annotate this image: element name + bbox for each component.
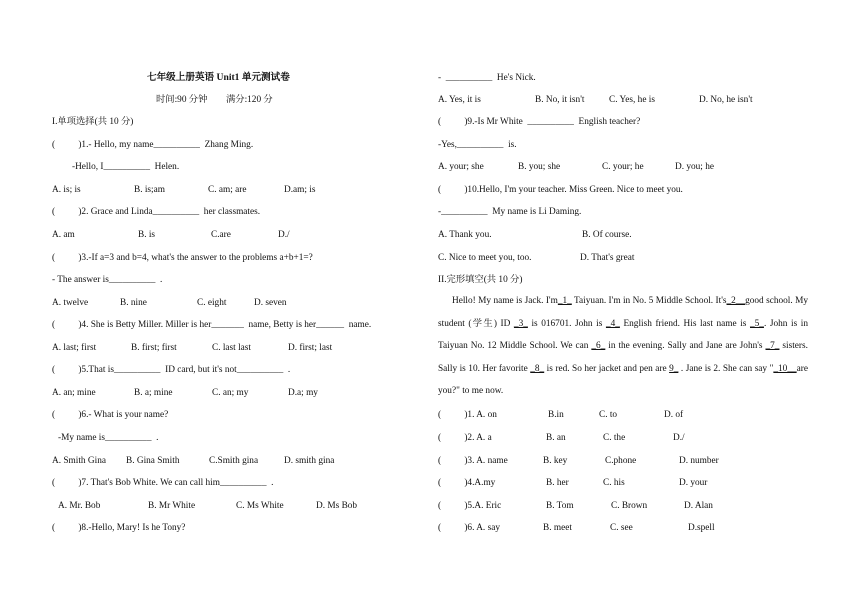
q1-option-b: B. is;am <box>134 185 165 195</box>
passage-text: good school. My student (学生) ID <box>438 296 808 329</box>
q2-option-d: D./ <box>278 230 290 240</box>
q6-option-a: A. Smith Gina <box>52 456 106 466</box>
question-1: ( )1.- Hello, my name__________ Zhang Ming. <box>52 140 254 150</box>
cloze-5-option-c: C. Brown <box>611 501 648 511</box>
blank-7: _7_ <box>765 341 780 352</box>
passage-text: . John is in Taiyuan No. 12 Middle School. We can <box>438 318 808 352</box>
cloze-2-option-a: ( )2. A. a <box>438 433 492 443</box>
q8-option-b: B. No, it isn't <box>535 95 585 105</box>
q7-option-d: D. Ms Bob <box>316 501 358 511</box>
cloze-2-option-b: B. an <box>546 433 566 443</box>
passage-text: is 016701. John is <box>527 318 606 329</box>
question-2: ( )2. Grace and Linda__________ her classmates. <box>52 207 261 217</box>
q7-option-c: C. Ms White <box>236 501 284 511</box>
cloze-2-option-c: C. the <box>603 433 626 443</box>
passage-text: . Jane is 2. She can say " <box>678 363 774 374</box>
question-6: ( )6.- What is your name? <box>52 410 169 420</box>
blank-10: _10__ <box>773 363 797 374</box>
cloze-3-option-d: D. number <box>679 456 719 466</box>
blank-3: _3_ <box>513 318 528 329</box>
q10-option-a: A. Thank you. <box>438 230 492 240</box>
cloze-2-option-d: D./ <box>673 433 685 443</box>
question-9: ( )9.-Is Mr White __________ English teacher? <box>438 117 641 127</box>
passage-text: English friend. His last name is <box>619 318 750 329</box>
q2-option-b: B. is <box>138 230 156 240</box>
q8-option-c: C. Yes, he is <box>609 95 655 105</box>
q3-option-a: A. twelve <box>52 298 89 308</box>
q9-option-c: C. your; he <box>602 162 644 172</box>
q1-option-d: D.am; is <box>284 185 316 195</box>
q9-option-b: B. you; she <box>518 162 561 172</box>
q9-option-d: D. you; he <box>675 162 714 172</box>
cloze-1-option-a: ( )1. A. on <box>438 410 497 420</box>
q6-option-b: B. Gina Smith <box>126 456 180 466</box>
q1-option-a: A. is; is <box>52 185 81 195</box>
cloze-1-option-d: D. of <box>664 410 684 420</box>
blank-1: _1_ <box>557 296 572 306</box>
q6-option-d: D. smith gina <box>284 456 335 466</box>
question-10-reply: -__________ My name is Li Daming. <box>438 207 582 217</box>
cloze-3-option-a: ( )3. A. name <box>438 456 508 466</box>
cloze-3-option-b: B. key <box>543 456 568 466</box>
q7-option-b: B. Mr White <box>148 501 196 511</box>
q8-option-a: A. Yes, it is <box>438 95 481 105</box>
blank-9: 9_ <box>669 363 679 374</box>
question-10: ( )10.Hello, I'm your teacher. Miss Green. Nice to meet you. <box>438 185 683 195</box>
cloze-6-option-c: C. see <box>610 523 633 533</box>
q5-option-b: B. a; mine <box>134 388 173 398</box>
q5-option-c: C. an; my <box>212 388 249 398</box>
cloze-6-option-a: ( )6. A. say <box>438 523 500 533</box>
q9-option-a: A. your; she <box>438 162 484 172</box>
blank-2: _2__ <box>726 296 746 306</box>
cloze-options <box>430 0 860 608</box>
question-6-reply: -My name is__________ . <box>58 433 159 443</box>
cloze-1-option-c: C. to <box>599 410 618 420</box>
exam-meta: 时间:90 分钟 满分:120 分 <box>156 95 273 105</box>
cloze-4-option-d: D. your <box>679 478 708 488</box>
section-heading-1: I.单项选择(共 10 分) <box>52 117 134 127</box>
cloze-4-option-c: C. his <box>603 478 625 488</box>
question-7: ( )7. That's Bob White. We can call him__________ . <box>52 478 274 488</box>
question-9-reply: -Yes,__________ is. <box>438 140 517 150</box>
q3-option-d: D. seven <box>254 298 287 308</box>
q8-option-d: D. No, he isn't <box>699 95 753 105</box>
q4-option-a: A. last; first <box>52 343 97 353</box>
passage-text: Taiyuan. I'm in No. 5 Middle School. It's <box>571 296 727 306</box>
q2-option-c: C.are <box>211 230 231 240</box>
cloze-3-option-c: C.phone <box>605 456 637 466</box>
cloze-6-option-d: D.spell <box>688 523 715 533</box>
passage-text: in the evening. Sally and Jane are John's <box>605 341 766 352</box>
cloze-5-option-a: ( )5.A. Eric <box>438 501 502 511</box>
question-8: ( )8.-Hello, Mary! Is he Tony? <box>52 523 186 533</box>
section-heading-2: II.完形填空(共 10 分) <box>438 275 523 285</box>
cloze-1-option-b: B.in <box>548 410 564 420</box>
q10-option-b: B. Of course. <box>582 230 632 240</box>
page-title: 七年级上册英语 Unit1 单元测试卷 <box>147 72 290 83</box>
q2-option-a: A. am <box>52 230 75 240</box>
cloze-5-option-b: B. Tom <box>546 501 574 511</box>
question-4: ( )4. She is Betty Miller. Miller is her_______ name, Betty is her______ name. <box>52 320 372 330</box>
question-3: ( )3.-If a=3 and b=4, what's the answer to the problems a+b+1=? <box>52 253 313 263</box>
cloze-4-option-a: ( )4.A.my <box>438 478 496 488</box>
q4-option-b: B. first; first <box>131 343 177 353</box>
cloze-4-option-b: B. her <box>546 478 569 488</box>
q1-option-c: C. am; are <box>208 185 247 195</box>
passage-text: is red. So her jacket and pen are <box>544 363 670 374</box>
q3-option-b: B. nine <box>120 298 147 308</box>
blank-4: _4_ <box>605 318 620 329</box>
q3-option-c: C. eight <box>197 298 227 308</box>
q5-option-a: A. an; mine <box>52 388 96 398</box>
question-5: ( )5.That is__________ ID card, but it's not__________ . <box>52 365 291 375</box>
q10-option-d: D. That's great <box>580 253 635 263</box>
passage-text: sisters. Sally is 10. Her favorite <box>438 341 808 374</box>
blank-8: _8_ <box>530 363 545 374</box>
question-8-reply: - __________ He's Nick. <box>438 73 536 83</box>
q4-option-c: C. last last <box>212 343 251 353</box>
passage-text: Hello! My name is Jack. I'm <box>452 296 558 306</box>
q4-option-d: D. first; last <box>288 343 333 353</box>
q5-option-d: D.a; my <box>288 388 318 398</box>
q7-option-a: A. Mr. Bob <box>58 501 101 511</box>
blank-5: _5_ <box>750 318 764 329</box>
q10-option-c: C. Nice to meet you, too. <box>438 253 532 263</box>
cloze-6-option-b: B. meet <box>543 523 572 533</box>
passage-text: are you?" to me now. <box>438 363 808 397</box>
q6-option-c: C.Smith gina <box>209 456 259 466</box>
question-1-reply: -Hello, I__________ Helen. <box>72 162 180 172</box>
question-3-reply: - The answer is__________ . <box>52 275 163 285</box>
cloze-5-option-d: D. Alan <box>684 501 713 511</box>
blank-6: _6_ <box>591 341 606 352</box>
